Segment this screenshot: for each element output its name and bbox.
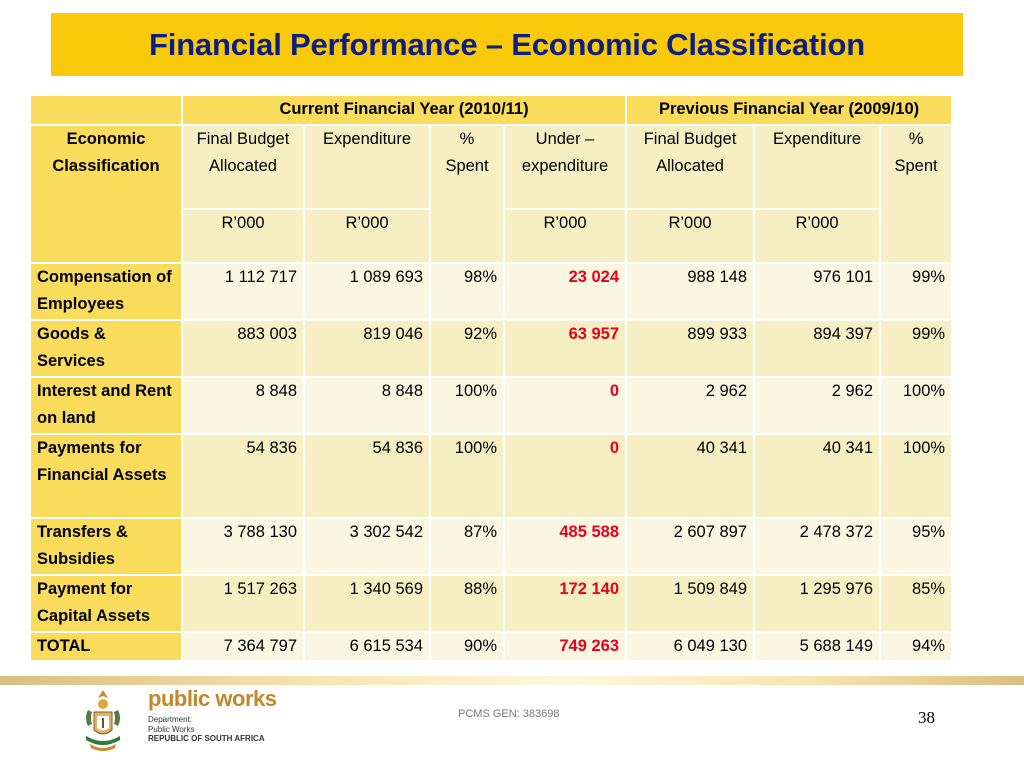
financial-table: [29, 94, 953, 662]
under-expenditure-cell: 0: [504, 434, 626, 518]
cur-budget-cell: 1 112 717: [182, 263, 304, 320]
table-row: [30, 263, 952, 320]
row-label: Interest and Rent on land: [30, 377, 182, 434]
prev-expenditure-cell: 1 295 976: [754, 575, 880, 632]
header-row-columns: [30, 125, 952, 209]
cur-pct-cell: 88%: [430, 575, 504, 632]
current-year-header: Current Financial Year (2010/11): [182, 95, 626, 125]
row-label: Compensation of Employees: [30, 263, 182, 320]
prev-budget-cell: 40 341: [626, 434, 754, 518]
previous-year-header: Previous Financial Year (2009/10): [626, 95, 952, 125]
prev-budget-cell: 2 607 897: [626, 518, 754, 575]
org-wordmark: [148, 686, 298, 744]
unit-label: R’000: [182, 209, 304, 263]
cur-budget-cell: 54 836: [182, 434, 304, 518]
prev-pct-cell: 100%: [880, 377, 952, 434]
cur-budget-cell: 8 848: [182, 377, 304, 434]
unit-label: R’000: [626, 209, 754, 263]
prev-expenditure-cell: 2 478 372: [754, 518, 880, 575]
prev-pct-cell: 99%: [880, 320, 952, 377]
prev-budget-cell: 6 049 130: [626, 632, 754, 662]
coat-of-arms-icon: [80, 688, 126, 754]
cur-budget-cell: 7 364 797: [182, 632, 304, 662]
under-expenditure-cell: 63 957: [504, 320, 626, 377]
prev-pct-cell: 95%: [880, 518, 952, 575]
row-label: Goods & Services: [30, 320, 182, 377]
under-expenditure-cell: 749 263: [504, 632, 626, 662]
cur-budget-cell: 883 003: [182, 320, 304, 377]
prev-budget-cell: 988 148: [626, 263, 754, 320]
prev-pct-cell: 85%: [880, 575, 952, 632]
prev-budget-cell: 1 509 849: [626, 575, 754, 632]
row-label: Payment for Capital Assets: [30, 575, 182, 632]
prev-expenditure-cell: 2 962: [754, 377, 880, 434]
pcms-reference: PCMS GEN: 383698: [458, 708, 560, 720]
page-number: 38: [918, 708, 935, 727]
cur-pct-cell: 100%: [430, 377, 504, 434]
prev-budget-cell: 2 962: [626, 377, 754, 434]
header-corner-cell: [30, 95, 182, 125]
cur-expenditure-cell: 8 848: [304, 377, 430, 434]
cur-expenditure-header: Expenditure: [304, 125, 430, 209]
under-expenditure-header: Under – expenditure: [504, 125, 626, 209]
prev-pct-cell: 99%: [880, 263, 952, 320]
prev-budget-cell: 899 933: [626, 320, 754, 377]
cur-expenditure-cell: 54 836: [304, 434, 430, 518]
org-subtitle: [148, 715, 298, 744]
under-expenditure-cell: 172 140: [504, 575, 626, 632]
prev-expenditure-cell: 40 341: [754, 434, 880, 518]
table-row: [30, 518, 952, 575]
cur-expenditure-cell: 3 302 542: [304, 518, 430, 575]
prev-pct-header: % Spent: [880, 125, 952, 263]
under-expenditure-cell: 485 588: [504, 518, 626, 575]
classification-header: Economic Classification: [30, 125, 182, 263]
page-title: Financial Performance – Economic Classification: [149, 26, 865, 62]
prev-expenditure-cell: 5 688 149: [754, 632, 880, 662]
cur-pct-cell: 98%: [430, 263, 504, 320]
cur-expenditure-cell: 6 615 534: [304, 632, 430, 662]
cur-pct-header: % Spent: [430, 125, 504, 263]
org-sub-department: Department:: [148, 715, 193, 724]
prev-expenditure-cell: 894 397: [754, 320, 880, 377]
cur-pct-cell: 87%: [430, 518, 504, 575]
title-banner: [51, 13, 963, 76]
table-row: [30, 434, 952, 518]
table-row: [30, 377, 952, 434]
prev-pct-cell: 94%: [880, 632, 952, 662]
prev-budget-header: Final Budget Allocated: [626, 125, 754, 209]
unit-label: R’000: [304, 209, 430, 263]
header-row-years: [30, 95, 952, 125]
prev-expenditure-header: Expenditure: [754, 125, 880, 209]
row-label: Payments for Financial Assets: [30, 434, 182, 518]
cur-pct-cell: 92%: [430, 320, 504, 377]
table-row: [30, 575, 952, 632]
prev-expenditure-cell: 976 101: [754, 263, 880, 320]
cur-expenditure-cell: 1 340 569: [304, 575, 430, 632]
org-name: public works: [148, 686, 277, 711]
unit-label: R’000: [754, 209, 880, 263]
cur-budget-cell: 3 788 130: [182, 518, 304, 575]
row-label: TOTAL: [30, 632, 182, 662]
unit-label: R’000: [504, 209, 626, 263]
footer-divider: [0, 676, 1024, 685]
table-row: [30, 320, 952, 377]
org-sub-country: REPUBLIC OF SOUTH AFRICA: [148, 734, 265, 743]
cur-expenditure-cell: 819 046: [304, 320, 430, 377]
cur-pct-cell: 90%: [430, 632, 504, 662]
cur-pct-cell: 100%: [430, 434, 504, 518]
cur-expenditure-cell: 1 089 693: [304, 263, 430, 320]
org-sub-name: Public Works: [148, 724, 195, 734]
under-expenditure-cell: 23 024: [504, 263, 626, 320]
under-expenditure-cell: 0: [504, 377, 626, 434]
prev-pct-cell: 100%: [880, 434, 952, 518]
total-row: [30, 632, 952, 662]
cur-budget-header: Final Budget Allocated: [182, 125, 304, 209]
cur-budget-cell: 1 517 263: [182, 575, 304, 632]
row-label: Transfers & Subsidies: [30, 518, 182, 575]
